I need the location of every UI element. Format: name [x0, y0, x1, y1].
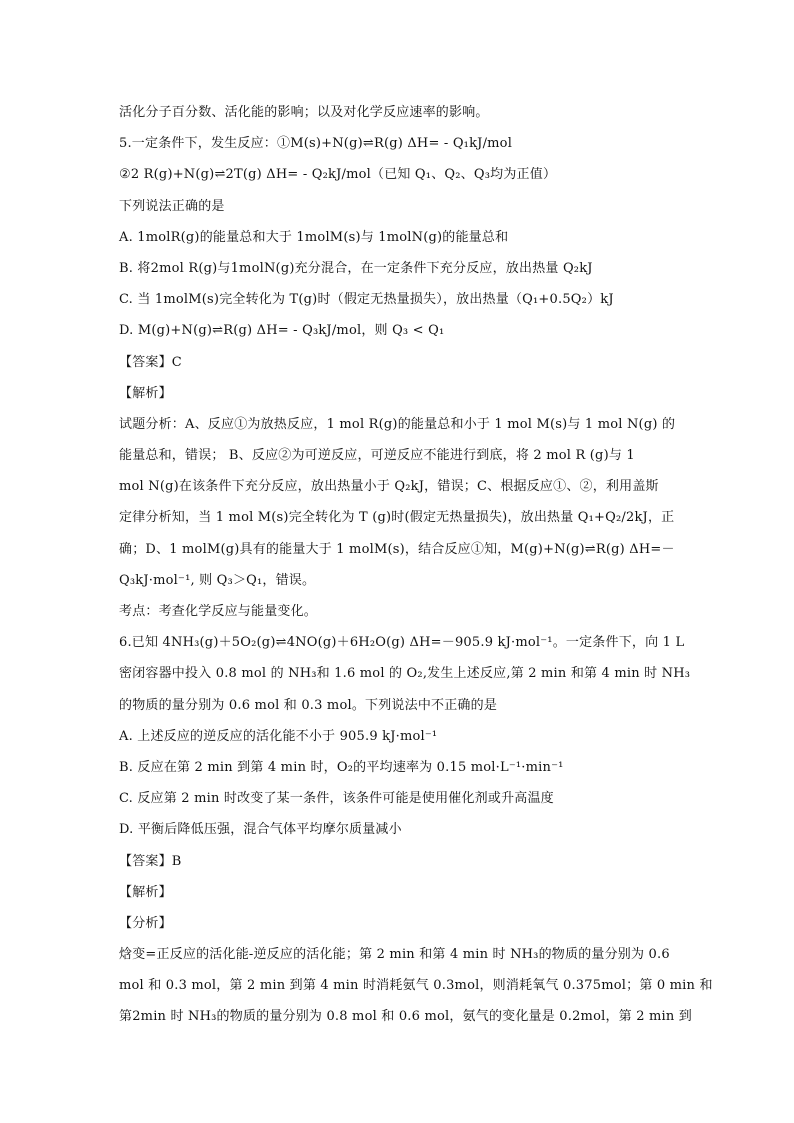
text-line: mol N(g)在该条件下充分反应，放出热量小于 Q₂kJ，错误；C、根据反应①、②，利用盖斯 — [119, 479, 659, 495]
explanation-label: 【分析】 — [119, 915, 172, 931]
analysis-label: 【解析】 — [119, 385, 172, 401]
analysis-label: 【解析】 — [119, 884, 172, 900]
answer-label: 【答案】B — [119, 853, 182, 869]
option-b: B. 反应在第 2 min 到第 4 min 时，O₂的平均速率为 0.15 mol·L⁻¹·min⁻¹ — [119, 759, 564, 775]
text-line: 试题分析：A、反应①为放热反应，1 mol R(g)的能量总和小于 1 mol M(s)与 1 mol N(g) 的 — [119, 416, 676, 432]
answer-label: 【答案】C — [119, 354, 182, 370]
option-d: D. 平衡后降低压强，混合气体平均摩尔质量减小 — [119, 822, 402, 838]
option-d: D. M(g)+N(g)⇌R(g) ΔH= - Q₃kJ/mol，则 Q₃ < Q₁ — [119, 323, 445, 339]
text-line: mol 和 0.3 mol，第 2 min 到第 4 min 时消耗氨气 0.3mol，则消耗氧气 0.375mol；第 0 min 和 — [119, 978, 713, 994]
text-line: 确；D、1 molM(g)具有的能量大于 1 molM(s)，结合反应①知，M(g)+N(g)⇌R(g) ΔH=－ — [119, 541, 675, 557]
question-prompt: 下列说法正确的是 — [119, 198, 225, 214]
question-6-stem: 6.已知 4NH₃(g)＋5O₂(g)⇌4NO(g)＋6H₂O(g) ΔH=－905.9 kJ·mol⁻¹。一定条件下，向 1 L — [119, 635, 685, 651]
option-b: B. 将2mol R(g)与1molN(g)充分混合，在一定条件下充分反应，放出热量 Q₂kJ — [119, 260, 593, 276]
text-line: 焓变=正反应的活化能-逆反应的活化能；第 2 min 和第 4 min 时 NH₃的物质的量分别为 0.6 — [119, 947, 670, 963]
text-line: 密闭容器中投入 0.8 mol 的 NH₃和 1.6 mol 的 O₂,发生上述反应,第 2 min 和第 4 min 时 NH₃ — [119, 666, 691, 682]
text-line: 活化分子百分数、活化能的影响；以及对化学反应速率的影响。 — [119, 105, 489, 120]
option-c: C. 反应第 2 min 时改变了某一条件，该条件可能是使用催化剂或升高温度 — [119, 791, 554, 807]
text-line: 能量总和，错误； B、反应②为可逆反应，可逆反应不能进行到底，将 2 mol R (g)与 1 — [119, 448, 635, 464]
document-page — [119, 97, 713, 1033]
option-a: A. 1molR(g)的能量总和大于 1molM(s)与 1molN(g)的能量总和 — [119, 229, 509, 245]
text-line: Q₃kJ·mol⁻¹, 则 Q₃＞Q₁，错误。 — [119, 572, 316, 588]
text-line: 的物质的量分别为 0.6 mol 和 0.3 mol。下列说法中不正确的是 — [119, 697, 498, 713]
text-line: 定律分析知，当 1 mol M(s)完全转化为 T (g)时(假定无热量损失)，放出热量 Q₁+Q₂/2kJ，正 — [119, 510, 675, 526]
question-5-stem: 5.一定条件下，发生反应：①M(s)+N(g)⇌R(g) ΔH= - Q₁kJ/mol — [119, 136, 513, 152]
knowledge-point: 考点：考查化学反应与能量变化。 — [119, 604, 318, 619]
option-a: A. 上述反应的逆反应的活化能不小于 905.9 kJ·mol⁻¹ — [119, 728, 438, 744]
text-line: ②2 R(g)+N(g)⇌2T(g) ΔH= - Q₂kJ/mol（已知 Q₁、Q₂、Q₃均为正值） — [119, 167, 557, 183]
option-c: C. 当 1molM(s)完全转化为 T(g)时（假定无热量损失），放出热量（Q₁+0.5Q₂）kJ — [119, 292, 614, 308]
text-line: 第2min 时 NH₃的物质的量分别为 0.8 mol 和 0.6 mol，氨气的变化量是 0.2mol，第 2 min 到 — [119, 1009, 692, 1025]
